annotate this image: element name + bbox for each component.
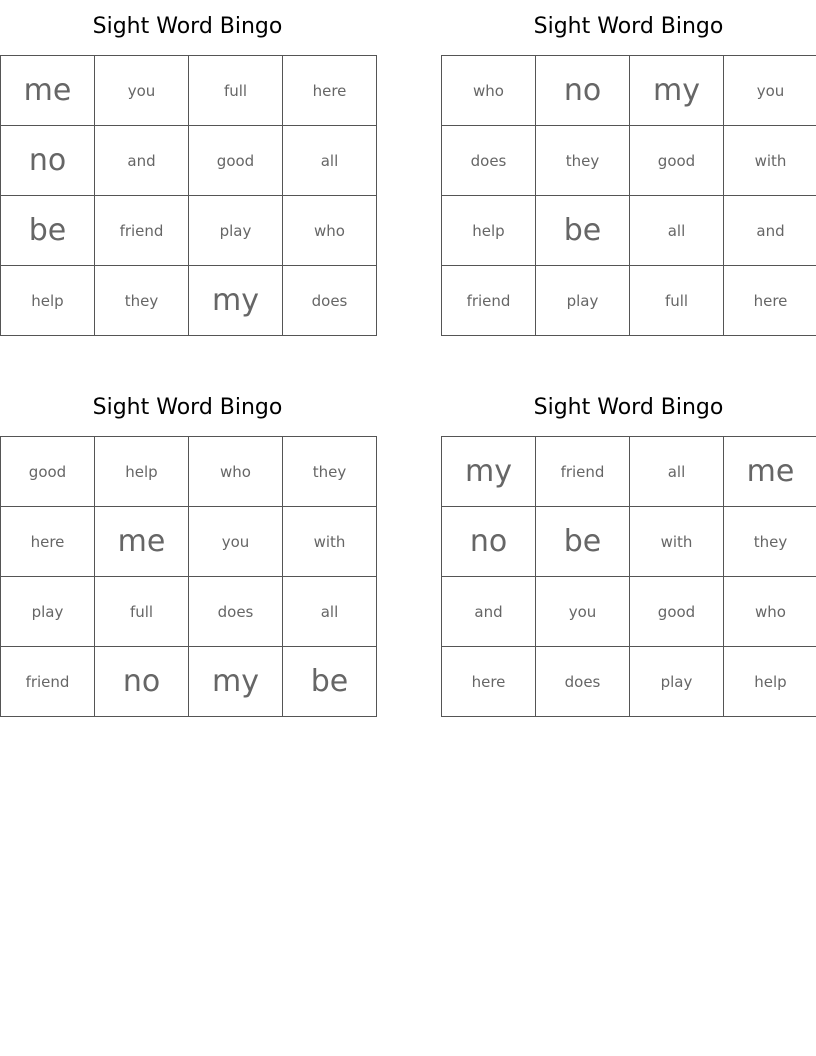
bingo-cell: with — [283, 507, 377, 577]
grid-row — [442, 437, 816, 507]
bingo-cell: be — [536, 196, 630, 266]
bingo-cell: play — [1, 577, 95, 647]
bingo-cell: all — [630, 196, 724, 266]
bingo-cell: who — [442, 56, 536, 126]
bingo-cell: they — [724, 507, 816, 577]
card-title: Sight Word Bingo — [533, 14, 724, 39]
bingo-grid — [0, 55, 377, 336]
grid-row — [1, 647, 377, 717]
grid-row — [1, 196, 377, 266]
bingo-cell: no — [95, 647, 189, 717]
bingo-cell: here — [1, 507, 95, 577]
grid-row — [442, 577, 816, 647]
bingo-cell: be — [283, 647, 377, 717]
bingo-cell: good — [630, 126, 724, 196]
bingo-cell: good — [189, 126, 283, 196]
bingo-cell: who — [189, 437, 283, 507]
bingo-cell: here — [283, 56, 377, 126]
bingo-cell: and — [442, 577, 536, 647]
grid-row — [1, 266, 377, 336]
bingo-cell: with — [630, 507, 724, 577]
bingo-cell: all — [283, 126, 377, 196]
bingo-cell: be — [1, 196, 95, 266]
grid-row — [442, 126, 816, 196]
bingo-cell: my — [442, 437, 536, 507]
bingo-cell: here — [442, 647, 536, 717]
bingo-cell: they — [95, 266, 189, 336]
bingo-cell: my — [189, 647, 283, 717]
bingo-cell: does — [283, 266, 377, 336]
bingo-cell: with — [724, 126, 816, 196]
bingo-cell: play — [630, 647, 724, 717]
bingo-cell: me — [95, 507, 189, 577]
bingo-cell: no — [1, 126, 95, 196]
grid-row — [1, 507, 377, 577]
grid-row — [1, 126, 377, 196]
bingo-cell: friend — [1, 647, 95, 717]
bingo-cell: friend — [536, 437, 630, 507]
bingo-cell: they — [536, 126, 630, 196]
card-title: Sight Word Bingo — [92, 14, 283, 39]
bingo-cell: here — [724, 266, 816, 336]
grid-row — [1, 437, 377, 507]
grid-row — [442, 647, 816, 717]
bingo-cell: play — [536, 266, 630, 336]
bingo-cell: does — [536, 647, 630, 717]
bingo-cell: they — [283, 437, 377, 507]
bingo-cell: who — [283, 196, 377, 266]
bingo-grid — [441, 436, 816, 717]
bingo-cell: my — [189, 266, 283, 336]
bingo-cell: all — [283, 577, 377, 647]
bingo-cell: and — [724, 196, 816, 266]
bingo-cell: good — [630, 577, 724, 647]
bingo-grid — [0, 436, 377, 717]
grid-row — [1, 577, 377, 647]
bingo-cell: and — [95, 126, 189, 196]
bingo-cell: help — [442, 196, 536, 266]
card-title: Sight Word Bingo — [533, 395, 724, 420]
bingo-cell: you — [536, 577, 630, 647]
bingo-cell: all — [630, 437, 724, 507]
grid-row — [442, 507, 816, 577]
bingo-grid — [441, 55, 816, 336]
bingo-cell: play — [189, 196, 283, 266]
bingo-cell: friend — [95, 196, 189, 266]
bingo-cell: good — [1, 437, 95, 507]
bingo-cell: help — [1, 266, 95, 336]
bingo-cell: who — [724, 577, 816, 647]
bingo-cell: does — [189, 577, 283, 647]
bingo-cell: help — [95, 437, 189, 507]
bingo-cell: friend — [442, 266, 536, 336]
grid-row — [442, 196, 816, 266]
bingo-cell: you — [95, 56, 189, 126]
grid-row — [1, 56, 377, 126]
bingo-cell: full — [189, 56, 283, 126]
card-title: Sight Word Bingo — [92, 395, 283, 420]
bingo-cell: no — [536, 56, 630, 126]
bingo-cell: me — [1, 56, 95, 126]
bingo-cell: full — [95, 577, 189, 647]
bingo-cell: you — [189, 507, 283, 577]
bingo-cell: you — [724, 56, 816, 126]
bingo-cell: me — [724, 437, 816, 507]
grid-row — [442, 56, 816, 126]
bingo-cell: full — [630, 266, 724, 336]
bingo-cell: be — [536, 507, 630, 577]
grid-row — [442, 266, 816, 336]
bingo-cell: does — [442, 126, 536, 196]
bingo-cell: no — [442, 507, 536, 577]
bingo-cell: help — [724, 647, 816, 717]
bingo-cell: my — [630, 56, 724, 126]
